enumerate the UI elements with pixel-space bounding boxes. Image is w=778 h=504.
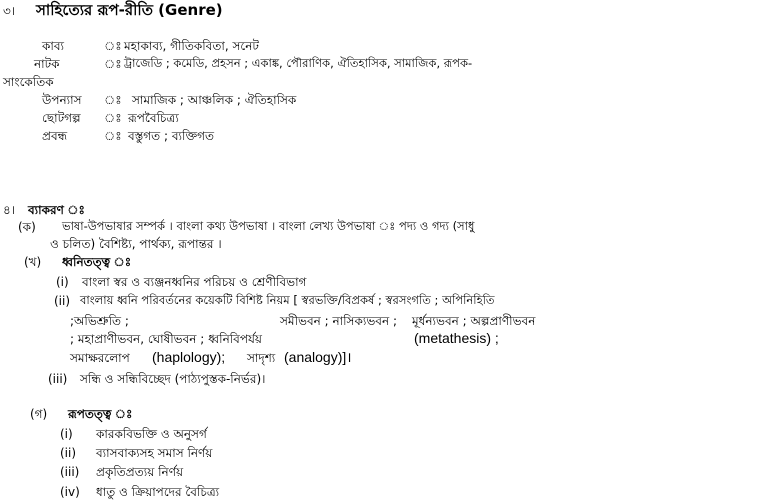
genre-value-prabandha: বস্তুগত ; ব্যক্তিগত bbox=[128, 129, 214, 143]
phonology-item-number: (i) bbox=[56, 275, 69, 289]
subsection-ka-marker: (ক) bbox=[18, 220, 36, 234]
genre-term-chhotogalpo: ছোটগল্প bbox=[42, 111, 81, 125]
morphology-item-text: প্রকৃতিপ্রত্যয় নির্ণয় bbox=[96, 465, 184, 479]
subsection-ka-line-2: ও চলিত) বৈশিষ্ট্য, পার্থক্য, রূপান্তর । bbox=[50, 237, 222, 251]
phonology-item-text: সন্ধি ও সন্ধিবিচ্ছেদ (পাঠ্যপুস্তক-নির্ভর)। bbox=[80, 372, 266, 386]
section-4-heading: ব্যাকরণ ঃ bbox=[28, 203, 85, 217]
genre-value-natak: ট্রাজেডি ; কমেডি, প্রহসন ; একাঙ্ক, পৌরাণিক, ঐতিহাসিক, সামাজিক, রূপক- bbox=[124, 56, 473, 70]
genre-separator: ঃ bbox=[104, 129, 122, 143]
phonology-item-text-continued: সাদৃশ্য bbox=[247, 351, 276, 365]
genre-value-natak-continued: সাংকেতিক bbox=[3, 75, 54, 89]
phonology-item-text: বাংলায় ধ্বনি পরিবর্তনের কয়েকটি বিশিষ্ট নিয়ম [ স্বরভক্তি/বিপ্রকর্ষ ; স্বরসংগতি ; অপিনিহিতি bbox=[80, 293, 495, 307]
phonology-item-text: বাংলা স্বর ও ব্যঞ্জনধ্বনির পরিচয় ও শ্রেণীবিভাগ bbox=[82, 275, 307, 289]
genre-value-chhotogalpo: রূপবৈচিত্র্য bbox=[128, 111, 179, 125]
morphology-item-number: (iv) bbox=[60, 485, 80, 499]
genre-term-prabandha: প্রবন্ধ bbox=[42, 129, 68, 143]
genre-term-upanyas: উপন্যাস bbox=[42, 93, 82, 107]
phonology-item-number: (ii) bbox=[54, 294, 71, 308]
genre-separator: ঃ bbox=[104, 111, 122, 125]
phonology-item-text-continued: মূর্ধন্যভবন ; অল্পপ্রাণীভবন bbox=[412, 314, 536, 328]
subsection-kha-heading: ধ্বনিতত্ত্ব ঃ bbox=[62, 255, 132, 269]
morphology-item-number: (ii) bbox=[60, 446, 77, 460]
morphology-item-text: কারকবিভক্তি ও অনুসর্গ bbox=[96, 427, 207, 441]
phonology-item-text-continued: সমাক্ষরলোপ bbox=[70, 351, 130, 365]
morphology-item-text: ব্যাসবাক্যসহ সমাস নির্ণয় bbox=[96, 446, 213, 460]
subsection-kha-marker: (খ) bbox=[24, 255, 42, 269]
genre-term-kavya: কাব্য bbox=[42, 39, 65, 53]
subsection-ka-line-1: ভাষা-উপভাষার সম্পর্ক । বাংলা কথ্য উপভাষা । বাংলা লেখ্য উপভাষা ঃ পদ্য ও গদ্য (সাধু bbox=[62, 219, 475, 233]
phonology-item-latin-term: (analogy)]। bbox=[284, 349, 352, 365]
phonology-item-latin-term: (metathesis) ; bbox=[414, 330, 499, 346]
genre-separator: ঃ bbox=[104, 57, 122, 71]
morphology-item-number: (i) bbox=[60, 427, 73, 441]
subsection-ga-marker: (গ) bbox=[30, 407, 48, 421]
phonology-item-text-continued: সমীভবন ; নাসিক্যভবন ; bbox=[280, 314, 397, 328]
genre-value-kavya: মহাকাব্য, গীতিকবিতা, সনেট bbox=[124, 39, 259, 53]
section-3-number: ৩। bbox=[3, 4, 16, 18]
section-4-number: ৪। bbox=[3, 203, 16, 217]
genre-separator: ঃ bbox=[104, 93, 122, 107]
phonology-item-text-continued: ; মহাপ্রাণীভবন, ঘোষীভবন ; ধ্বনিবিপর্যয় bbox=[70, 332, 262, 346]
genre-separator: ঃ bbox=[104, 39, 122, 53]
subsection-ga-heading: রূপতত্ত্ব ঃ bbox=[68, 407, 133, 421]
genre-value-upanyas: সামাজিক ; আঞ্চলিক ; ঐতিহাসিক bbox=[132, 93, 297, 107]
genre-term-natak: নাটক bbox=[34, 57, 60, 71]
section-3-heading: সাহিত্যের রূপ-রীতি (Genre) bbox=[36, 1, 223, 19]
phonology-item-latin-term: (haplology); bbox=[152, 349, 226, 365]
morphology-item-number: (iii) bbox=[60, 465, 80, 479]
phonology-item-text-continued: ;অভিশ্রুতি ; bbox=[70, 314, 129, 328]
morphology-item-text: ধাতু ও ক্রিয়াপদের বৈচিত্র্য bbox=[96, 485, 220, 499]
phonology-item-number: (iii) bbox=[48, 372, 68, 386]
